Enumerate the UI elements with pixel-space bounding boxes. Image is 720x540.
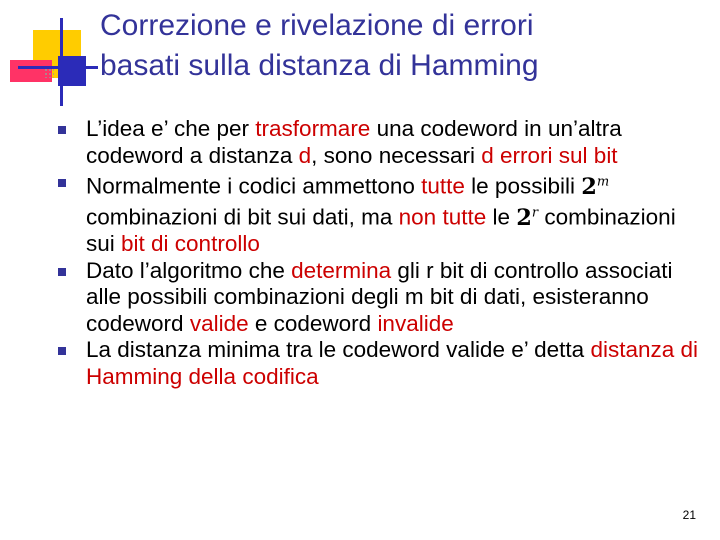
logo-horizontal-line (18, 66, 98, 69)
text-segment: Normalmente i codici ammettono (86, 173, 422, 199)
highlighted-text: tutte (421, 173, 465, 199)
highlighted-text: determina (291, 257, 392, 283)
highlighted-text: d (298, 142, 312, 168)
power-base: 2 (516, 204, 532, 231)
slide-title (100, 6, 660, 86)
text-segment: gli r bit di controllo associati alle possibili combinazioni degli m bit di dati, esisteranno codeword (86, 257, 673, 336)
power-exponent: r (531, 205, 539, 220)
bullet-item (52, 169, 702, 258)
text-segment: le (486, 204, 517, 230)
power-expression (581, 174, 609, 200)
bullet-text (86, 169, 702, 258)
logo-dots (44, 68, 54, 78)
bullet-list (52, 116, 702, 390)
text-segment: La distanza minima tra le codeword valide e’ detta (86, 337, 591, 362)
power-base: 2 (581, 173, 597, 200)
text-segment: una codeword in un’altra codeword a distanza (86, 116, 622, 168)
square-bullet-icon (58, 126, 66, 134)
highlighted-text: invalide (377, 310, 454, 336)
bullet-item (52, 116, 702, 169)
text-segment: combinazioni di bit sui dati, ma (86, 204, 399, 230)
square-bullet-icon (58, 268, 66, 276)
highlighted-text: distanza di Hamming della codifica (86, 337, 699, 389)
page-number: 21 (682, 508, 696, 522)
text-segment: e codeword (248, 310, 378, 336)
highlighted-text: d (481, 142, 494, 168)
square-bullet-icon (58, 347, 66, 355)
highlighted-text: bit di controllo (121, 231, 260, 256)
logo-vertical-line (60, 18, 63, 106)
bullet-text (86, 116, 702, 169)
power-expression (516, 205, 538, 231)
highlighted-text: trasformare (255, 116, 371, 141)
text-segment: Dato l’algoritmo che (86, 257, 292, 283)
bullet-text (86, 258, 702, 338)
text-segment: , sono necessari (311, 142, 482, 168)
text-segment: le possibili (464, 173, 582, 199)
highlighted-text: errori sul bit (500, 142, 618, 168)
bullet-text (86, 337, 702, 390)
square-bullet-icon (58, 179, 66, 187)
bullet-item (52, 258, 702, 338)
highlighted-text: valide (189, 310, 249, 336)
text-segment: L’idea e’ che per (86, 116, 256, 141)
power-exponent: m (596, 174, 610, 189)
slide-logo (0, 0, 110, 110)
highlighted-text: non tutte (398, 204, 487, 230)
title-line-2: basati sulla distanza di Hamming (100, 49, 539, 82)
text-segment: combinazioni sui (86, 204, 676, 256)
title-line-1: Correzione e rivelazione di errori (100, 9, 534, 42)
bullet-item (52, 337, 702, 390)
